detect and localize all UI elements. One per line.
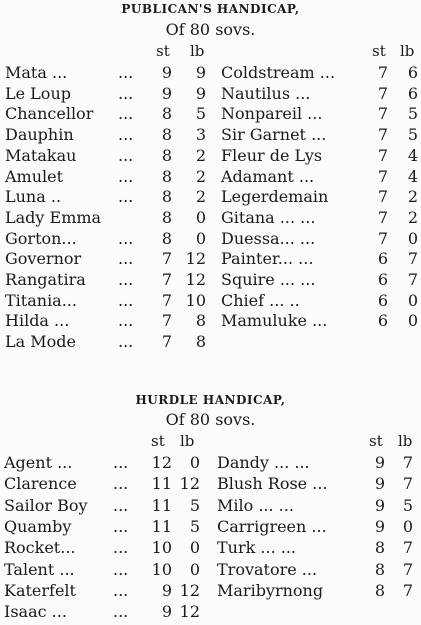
entry-weight-st: 7	[161, 249, 172, 269]
entry-weight-lb: 0	[195, 207, 206, 227]
entry-weight-lb: 0	[189, 453, 200, 472]
entry-weight-st: 6	[377, 249, 388, 269]
entry-weight-st: 9	[374, 516, 385, 536]
entry-name: Sailor Boy	[4, 495, 88, 515]
entry-name: Adamant ...	[221, 166, 315, 186]
entry-weight-lb: 9	[195, 83, 206, 103]
entry-name: Matakau	[5, 145, 77, 165]
entry-leader-dots: ...	[118, 125, 134, 145]
entry-leader-dots: ...	[118, 187, 134, 207]
entry-weight-st: 7	[377, 125, 388, 145]
entry-name: Maribyrnong	[217, 580, 324, 600]
entry-weight-lb: 0	[189, 559, 200, 579]
entry-name: Turk ... ...	[217, 538, 297, 558]
entry-leader-dots: ...	[118, 104, 134, 124]
entry-name: La Mode	[5, 332, 76, 352]
unit-lb-header: lb	[398, 432, 413, 450]
entry-weight-st: 8	[161, 166, 172, 186]
entry-leader-dots: ...	[113, 474, 129, 494]
section-title: HURDLE HANDICAP,	[135, 393, 286, 407]
entry-weight-st: 9	[161, 580, 172, 600]
entry-leader-dots: ...	[118, 332, 134, 352]
entry-weight-st: 8	[161, 145, 172, 165]
entry-weight-st: 6	[377, 270, 388, 289]
entry-weight-lb: 12	[185, 270, 206, 289]
entry-weight-lb: 2	[195, 187, 206, 207]
entry-weight-st: 7	[161, 270, 172, 289]
entry-weight-lb: 0	[402, 516, 413, 536]
entry-weight-lb: 7	[402, 559, 413, 579]
entry-weight-st: 11	[151, 474, 172, 494]
unit-st-header: st	[151, 432, 165, 450]
entry-weight-lb: 7	[402, 580, 413, 600]
entry-name: Quamby	[4, 516, 72, 536]
entry-weight-lb: 12	[179, 580, 200, 600]
entry-weight-lb: 5	[189, 516, 200, 536]
entry-leader-dots: ...	[113, 580, 129, 600]
entry-name: Gitana ... ...	[221, 207, 316, 227]
entry-weight-st: 7	[161, 311, 172, 331]
section-subtitle: Of 80 sovs.	[165, 410, 256, 429]
entry-name: Legerdemain	[221, 187, 329, 207]
entry-weight-lb: 5	[189, 495, 200, 515]
entry-name: Lady Emma	[5, 207, 102, 227]
entry-leader-dots: ...	[113, 602, 129, 622]
entry-weight-st: 8	[161, 125, 172, 145]
entry-name: Fleur de Lys	[221, 145, 323, 165]
entry-weight-st: 8	[374, 538, 385, 558]
entry-leader-dots: ...	[113, 495, 129, 515]
entry-weight-lb: 0	[195, 228, 206, 248]
entry-weight-st: 7	[377, 104, 388, 124]
unit-lb-header: lb	[400, 42, 415, 60]
entry-weight-lb: 0	[407, 311, 418, 331]
entry-name: Mata ...	[5, 63, 68, 82]
entry-name: Sir Garnet ...	[221, 125, 327, 145]
entry-weight-lb: 7	[402, 453, 413, 472]
entry-weight-st: 7	[377, 228, 388, 248]
entry-name: Rangatira	[5, 270, 86, 289]
entry-name: Clarence	[4, 474, 77, 494]
entry-name: Milo ... ...	[217, 495, 294, 515]
entry-weight-lb: 12	[179, 602, 200, 622]
entry-leader-dots: ...	[113, 559, 129, 579]
entry-weight-st: 8	[374, 580, 385, 600]
entry-weight-lb: 5	[402, 495, 413, 515]
entry-name: Titania...	[5, 290, 77, 310]
entry-name: Gorton...	[5, 228, 77, 248]
entry-name: Agent ...	[4, 453, 73, 472]
entry-weight-st: 8	[374, 559, 385, 579]
entry-weight-st: 7	[377, 187, 388, 207]
entry-weight-lb: 7	[402, 538, 413, 558]
entry-leader-dots: ...	[113, 516, 129, 536]
entry-weight-st: 10	[151, 538, 172, 558]
entry-weight-lb: 9	[195, 63, 206, 82]
entry-leader-dots: ...	[118, 166, 134, 186]
entry-weight-st: 9	[161, 83, 172, 103]
entry-leader-dots: ...	[118, 270, 134, 289]
entry-name: Hilda ...	[5, 311, 70, 331]
entry-weight-st: 8	[161, 187, 172, 207]
entry-weight-lb: 5	[407, 104, 418, 124]
entry-weight-lb: 7	[402, 474, 413, 494]
entry-weight-st: 12	[151, 453, 172, 472]
entry-name: Amulet	[5, 166, 64, 186]
entry-weight-st: 7	[161, 290, 172, 310]
entry-name: Squire ... ...	[221, 270, 316, 289]
entry-weight-st: 7	[377, 166, 388, 186]
entry-weight-st: 9	[161, 602, 172, 622]
entry-weight-lb: 2	[407, 207, 418, 227]
entry-weight-st: 6	[377, 311, 388, 331]
unit-lb-header: lb	[180, 432, 195, 450]
entry-leader-dots: ...	[118, 228, 134, 248]
entry-weight-st: 9	[374, 474, 385, 494]
entry-weight-lb: 7	[407, 249, 418, 269]
entry-name: Trovatore ...	[217, 559, 318, 579]
entry-weight-st: 7	[377, 207, 388, 227]
entry-name: Mamuluke ...	[221, 311, 328, 331]
entry-weight-st: 7	[161, 332, 172, 352]
unit-st-header: st	[372, 42, 386, 60]
unit-st-header: st	[156, 42, 170, 60]
entry-weight-lb: 5	[407, 125, 418, 145]
entry-weight-lb: 2	[195, 166, 206, 186]
entry-weight-lb: 0	[189, 538, 200, 558]
unit-lb-header: lb	[190, 42, 205, 60]
entry-weight-st: 8	[161, 228, 172, 248]
entry-weight-lb: 2	[407, 187, 418, 207]
entry-weight-st: 6	[377, 290, 388, 310]
entry-leader-dots: ...	[118, 290, 134, 310]
entry-name: Nonpareil ...	[221, 104, 323, 124]
entry-weight-st: 7	[377, 145, 388, 165]
entry-leader-dots: ...	[118, 83, 134, 103]
entry-name: Rocket...	[4, 538, 76, 558]
entry-weight-lb: 5	[195, 104, 206, 124]
entry-leader-dots: ...	[118, 249, 134, 269]
entry-name: Le Loup	[5, 83, 71, 103]
entry-leader-dots: ...	[118, 311, 134, 331]
entry-weight-st: 11	[151, 516, 172, 536]
entry-name: Nautilus ...	[221, 83, 311, 103]
entry-name: Isaac ...	[4, 602, 67, 622]
section-subtitle: Of 80 sovs.	[165, 20, 256, 39]
entry-name: Duessa... ...	[221, 228, 316, 248]
entry-weight-st: 11	[151, 495, 172, 515]
entry-weight-lb: 2	[195, 145, 206, 165]
entry-weight-st: 8	[161, 207, 172, 227]
entry-leader-dots: ...	[118, 63, 134, 82]
entry-weight-lb: 4	[407, 166, 418, 186]
entry-name: Carrigreen ...	[217, 516, 327, 536]
unit-st-header: st	[369, 432, 383, 450]
entry-name: Talent ...	[4, 559, 75, 579]
entry-weight-st: 10	[151, 559, 172, 579]
entry-weight-lb: 4	[407, 145, 418, 165]
entry-weight-st: 9	[374, 495, 385, 515]
entry-weight-st: 8	[161, 104, 172, 124]
entry-weight-lb: 3	[195, 125, 206, 145]
entry-name: Coldstream ...	[221, 63, 336, 82]
entry-name: Dandy ... ...	[217, 453, 310, 472]
entry-weight-lb: 0	[407, 228, 418, 248]
entry-name: Luna ..	[5, 187, 62, 207]
entry-name: Blush Rose ...	[217, 474, 328, 494]
entry-weight-lb: 10	[185, 290, 206, 310]
entry-weight-lb: 0	[407, 290, 418, 310]
entry-name: Katerfelt	[4, 580, 76, 600]
entry-leader-dots: ...	[118, 145, 134, 165]
entry-name: Governor	[5, 249, 82, 269]
entry-weight-lb: 8	[195, 332, 206, 352]
section-title: PUBLICAN'S HANDICAP,	[121, 2, 300, 16]
entry-weight-lb: 12	[185, 249, 206, 269]
entry-weight-lb: 8	[195, 311, 206, 331]
entry-name: Chancellor	[5, 104, 94, 124]
entry-weight-lb: 6	[407, 83, 418, 103]
entry-weight-st: 9	[161, 63, 172, 82]
entry-name: Dauphin	[5, 125, 74, 145]
entry-weight-lb: 7	[407, 270, 418, 289]
entry-leader-dots: ...	[113, 538, 129, 558]
entry-weight-lb: 12	[179, 474, 200, 494]
entry-weight-st: 7	[377, 63, 388, 82]
entry-weight-lb: 6	[407, 63, 418, 82]
entry-weight-st: 9	[374, 453, 385, 472]
entry-name: Chief ... ..	[221, 290, 300, 310]
entry-name: Painter... ...	[221, 249, 314, 269]
entry-leader-dots: ...	[113, 453, 129, 472]
entry-weight-st: 7	[377, 83, 388, 103]
